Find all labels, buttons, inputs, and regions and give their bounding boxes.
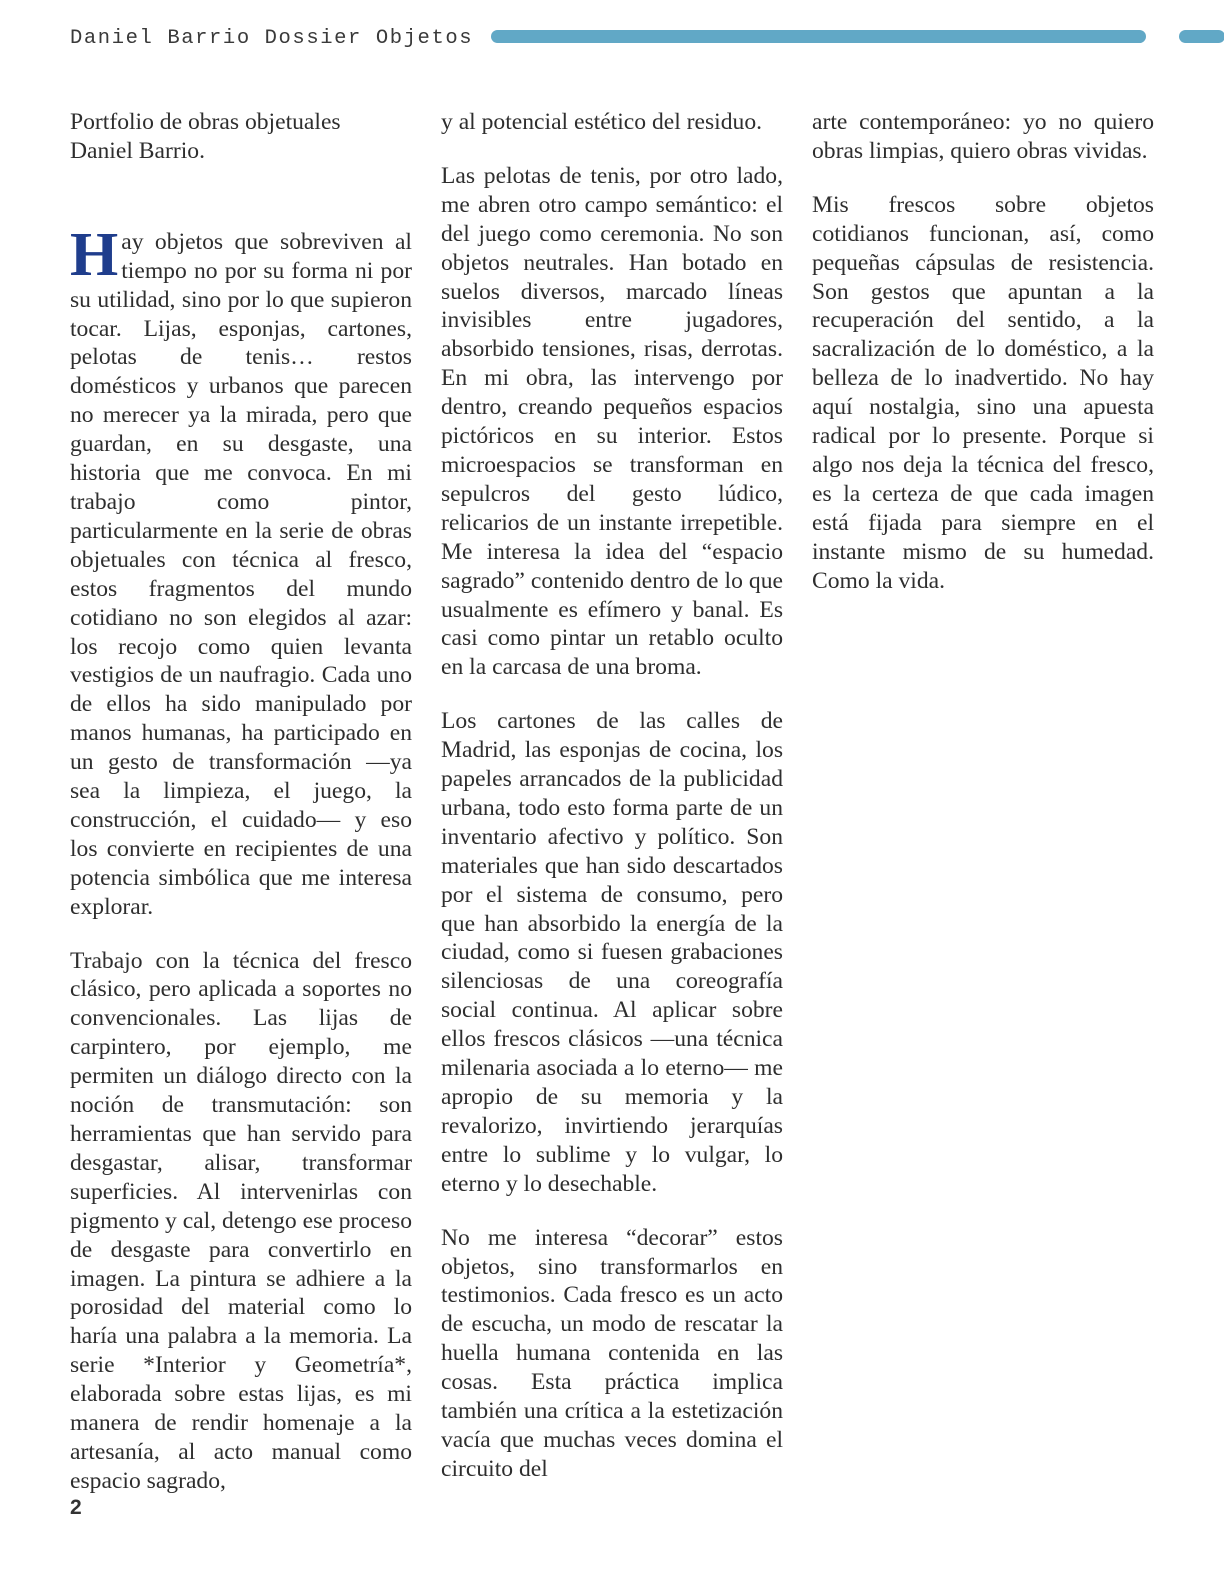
header-accent-rule-long bbox=[491, 30, 1146, 43]
page-number-folio: 2 bbox=[70, 1496, 82, 1519]
paragraph-capsulas-resistencia: Mis frescos sobre objetos cotidianos funcionan, así, como pequeñas cápsulas de resistencia. Son gestos que apuntan a la recuperación del sentido, a la sacralización de lo doméstico, a la belleza de lo inadvertido. No hay aquí nostalgia, sino una apuesta radical por lo presente. Porque si algo nos deja la técnica del fresco, es la certeza de que cada imagen está fijada para siempre en el instante mismo de su humedad. Como la vida. bbox=[812, 191, 1154, 594]
text-column-1 bbox=[70, 108, 412, 1496]
text-column-2 bbox=[441, 108, 783, 1496]
paragraph-testimonios: No me interesa “decorar” estos objetos, sino transformarlos en testimonios. Cada fresco es un acto de escucha, un modo de rescatar la huella humana contenida en las cosas. Esta práctica implica también una crítica a la estetización vacía que muchas veces domina el circuito del bbox=[441, 1224, 783, 1482]
header-accent-rule-short bbox=[1179, 30, 1224, 43]
paragraph-cardboard-madrid: Los cartones de las calles de Madrid, las esponjas de cocina, los papeles arrancados de la publicidad urbana, todo esto forma parte de un inventario afectivo y político. Son materiales que han sido descartados por el sistema de consumo, pero que han absorbido la energía de la ciudad, como si fuesen grabaciones silenciosas de una coreografía social continua. Al aplicar sobre ellos frescos clásicos —una técnica milenaria asociada a lo eterno— me apropio de su memoria y la revalorizo, invirtiendo jerarquías entre lo sublime y lo vulgar, lo eterno y lo desechable. bbox=[441, 708, 783, 1197]
running-header-title: Daniel Barrio Dossier Objetos bbox=[70, 26, 474, 50]
paragraph-opening-dropcap: Hay objetos que sobreviven al tiempo no por su forma ni por su utilidad, sino por lo que supieron tocar. Lijas, esponjas, cartones, pelotas de tenis… restos domésticos y urbanos que parecen no merecer ya la mirada, pero que guardan, en su desgaste, una historia que me convoca. En mi trabajo como pintor, particularmente en la serie de obras objetuales con técnica al fresco, estos fragmentos del mundo cotidiano no son elegidos al azar: los recojo como quien levanta vestigios de un naufragio. Cada uno de ellos ha sido manipulado por manos humanas, ha participado en un gesto de transformación —ya sea la limpieza, el juego, la construcción, el cuidado— y eso los convierte en recipientes de una potencia simbólica que me interesa explorar. bbox=[70, 220, 412, 920]
paragraph-carryover-residuo: y al potencial estético del residuo. bbox=[441, 109, 763, 135]
paragraph-tennis-balls: Las pelotas de tenis, por otro lado, me abren otro campo semántico: el del juego como ceremonia. No son objetos neutrales. Han botado en suelos diversos, marcado líneas invisibles entre jugadores, absorbido tensiones, risas, derrotas. En mi obra, las intervengo por dentro, creando pequeños espacios pictóricos en su interior. Estos microespacios se transforman en sepulcros del gesto lúdico, relicarios de un instante irrepetible. Me interesa la idea del “espacio sagrado” contenido dentro de lo que usualmente es efímero y banal. Es casi como pintar un retablo oculto en la carcasa de una broma. bbox=[441, 162, 783, 681]
standfirst-portfolio-credit: Portfolio de obras objetuales Daniel Barrio. bbox=[70, 109, 341, 164]
paragraph-carryover-arte-contemporaneo: arte contemporáneo: yo no quiero obras limpias, quiero obras vividas. bbox=[812, 109, 1154, 164]
article-body-columns bbox=[70, 108, 1154, 1494]
text-column-3 bbox=[812, 108, 1154, 1496]
standfirst-gap bbox=[70, 166, 412, 228]
paragraph-fresco-technique: Trabajo con la técnica del fresco clásico, pero aplicada a soportes no convencionales. Las lijas de carpintero, por ejemplo, me permiten un diálogo directo con la noción de transmutación: son herramientas que han servido para desgastar, alisar, transformar superficies. Al intervenirlas con pigmento y cal, detengo ese proceso de desgaste para convertirlo en imagen. La pintura se adhiere a la porosidad del material como lo haría una palabra a la memoria. La serie *Interior y Geometría*, elaborada sobre estas lijas, es mi manera de rendir homenaje a la artesanía, al acto manual como espacio sagrado, bbox=[70, 947, 412, 1494]
page-running-header bbox=[0, 0, 1224, 72]
